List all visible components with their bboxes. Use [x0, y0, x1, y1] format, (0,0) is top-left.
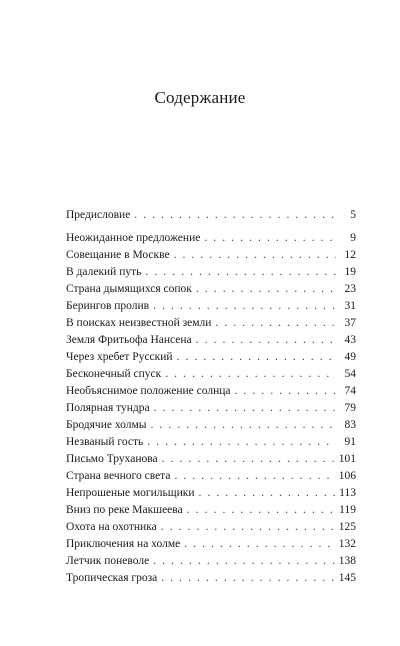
toc-entry	[66, 536, 356, 553]
dot-leader	[161, 519, 335, 536]
toc-entry-title: Охота на охотника	[66, 521, 157, 533]
toc-entry-title: Совещание в Москве	[66, 249, 170, 261]
toc-entry-page: 83	[344, 419, 356, 431]
toc-entry	[66, 366, 356, 383]
toc-entry-title: Страна вечного света	[66, 470, 171, 482]
toc-entry	[66, 230, 356, 247]
toc-entry-page: 9	[350, 232, 356, 244]
toc-entry-title: Берингов пролив	[66, 300, 150, 312]
toc-entry	[66, 519, 356, 536]
toc-entry-title: Незваный гость	[66, 436, 144, 448]
toc-entry-title: Непрошеные могильщики	[66, 487, 195, 499]
toc-entry-title: В поисках неизвестной земли	[66, 317, 212, 329]
toc-entry-page: 12	[344, 249, 356, 261]
dot-leader	[235, 383, 336, 400]
toc-entry-page: 79	[344, 402, 356, 414]
toc-entry-page: 119	[339, 504, 356, 516]
toc-entry	[66, 315, 356, 332]
dot-leader	[199, 485, 336, 502]
toc-entry-title: Необъяснимое положение солнца	[66, 385, 231, 397]
toc-entry-title: Письмо Труханова	[66, 453, 158, 465]
toc-entry-page: 113	[339, 487, 356, 499]
toc-entry-page: 145	[338, 572, 356, 584]
toc-entry	[66, 349, 356, 366]
toc-entry-page: 74	[344, 385, 356, 397]
dot-leader	[174, 468, 334, 485]
toc-entry	[66, 417, 356, 434]
dot-leader	[147, 434, 336, 451]
toc-entry-title: Бесконечный спуск	[66, 368, 162, 380]
dot-leader	[187, 502, 335, 519]
toc-entry-page: 49	[344, 351, 356, 363]
toc-entry-title: Вниз по реке Макшеева	[66, 504, 183, 516]
toc-entry	[66, 570, 356, 587]
dot-leader	[196, 332, 336, 349]
toc-entry	[66, 264, 356, 281]
toc-entry-page: 106	[338, 470, 356, 482]
toc-entry	[66, 247, 356, 264]
toc-entry-title: Летчик поневоле	[66, 555, 150, 567]
toc-entry-page: 91	[344, 436, 356, 448]
dot-leader	[154, 400, 336, 417]
toc-entry-page: 101	[338, 453, 356, 465]
dot-leader	[204, 230, 336, 247]
dot-leader	[184, 536, 335, 553]
toc-entry	[66, 434, 356, 451]
toc-entry-page: 54	[344, 368, 356, 380]
page-title: Содержание	[154, 88, 246, 107]
dot-leader	[150, 417, 336, 434]
toc-entry-title: Тропическая гроза	[66, 572, 158, 584]
dot-leader	[177, 349, 336, 366]
toc-entry-title: Через хребет Русский	[66, 351, 173, 363]
toc-entry-page: 5	[350, 209, 356, 221]
toc-entry	[66, 207, 356, 224]
dot-leader	[196, 281, 336, 298]
dot-leader	[153, 553, 335, 570]
toc-entry-title: Страна дымящихся сопок	[66, 283, 192, 295]
toc-entry	[66, 553, 356, 570]
toc-entry-page: 132	[338, 538, 356, 550]
toc-entry-page: 37	[344, 317, 356, 329]
toc-entry-title: Земля Фритьофа Нансена	[66, 334, 192, 346]
dot-leader	[153, 298, 336, 315]
toc-entry	[66, 383, 356, 400]
toc-entry	[66, 468, 356, 485]
dot-leader	[165, 366, 336, 383]
toc-entry-title: Предисловие	[66, 209, 131, 221]
toc-entry-title: В далекий путь	[66, 266, 142, 278]
dot-leader	[162, 451, 335, 468]
toc-entry-page: 138	[338, 555, 356, 567]
toc-entry	[66, 485, 356, 502]
dot-leader	[134, 207, 336, 224]
toc-entry-title: Полярная тундра	[66, 402, 150, 414]
dot-leader	[215, 315, 336, 332]
toc-entry-title: Неожиданное предложение	[66, 232, 201, 244]
toc-entry-title: Бродячие холмы	[66, 419, 147, 431]
toc-entry	[66, 332, 356, 349]
table-of-contents	[66, 207, 356, 587]
toc-entry	[66, 281, 356, 298]
dot-leader	[145, 264, 336, 281]
toc-entry	[66, 502, 356, 519]
dot-leader	[161, 570, 335, 587]
toc-entry	[66, 400, 356, 417]
toc-entry	[66, 451, 356, 468]
toc-entry-page: 19	[344, 266, 356, 278]
toc-entry	[66, 298, 356, 315]
toc-entry-page: 43	[344, 334, 356, 346]
dot-leader	[174, 247, 336, 264]
toc-entry-title: Приключения на холме	[66, 538, 181, 550]
toc-entry-page: 31	[344, 300, 356, 312]
toc-entry-page: 125	[338, 521, 356, 533]
toc-entry-page: 23	[344, 283, 356, 295]
